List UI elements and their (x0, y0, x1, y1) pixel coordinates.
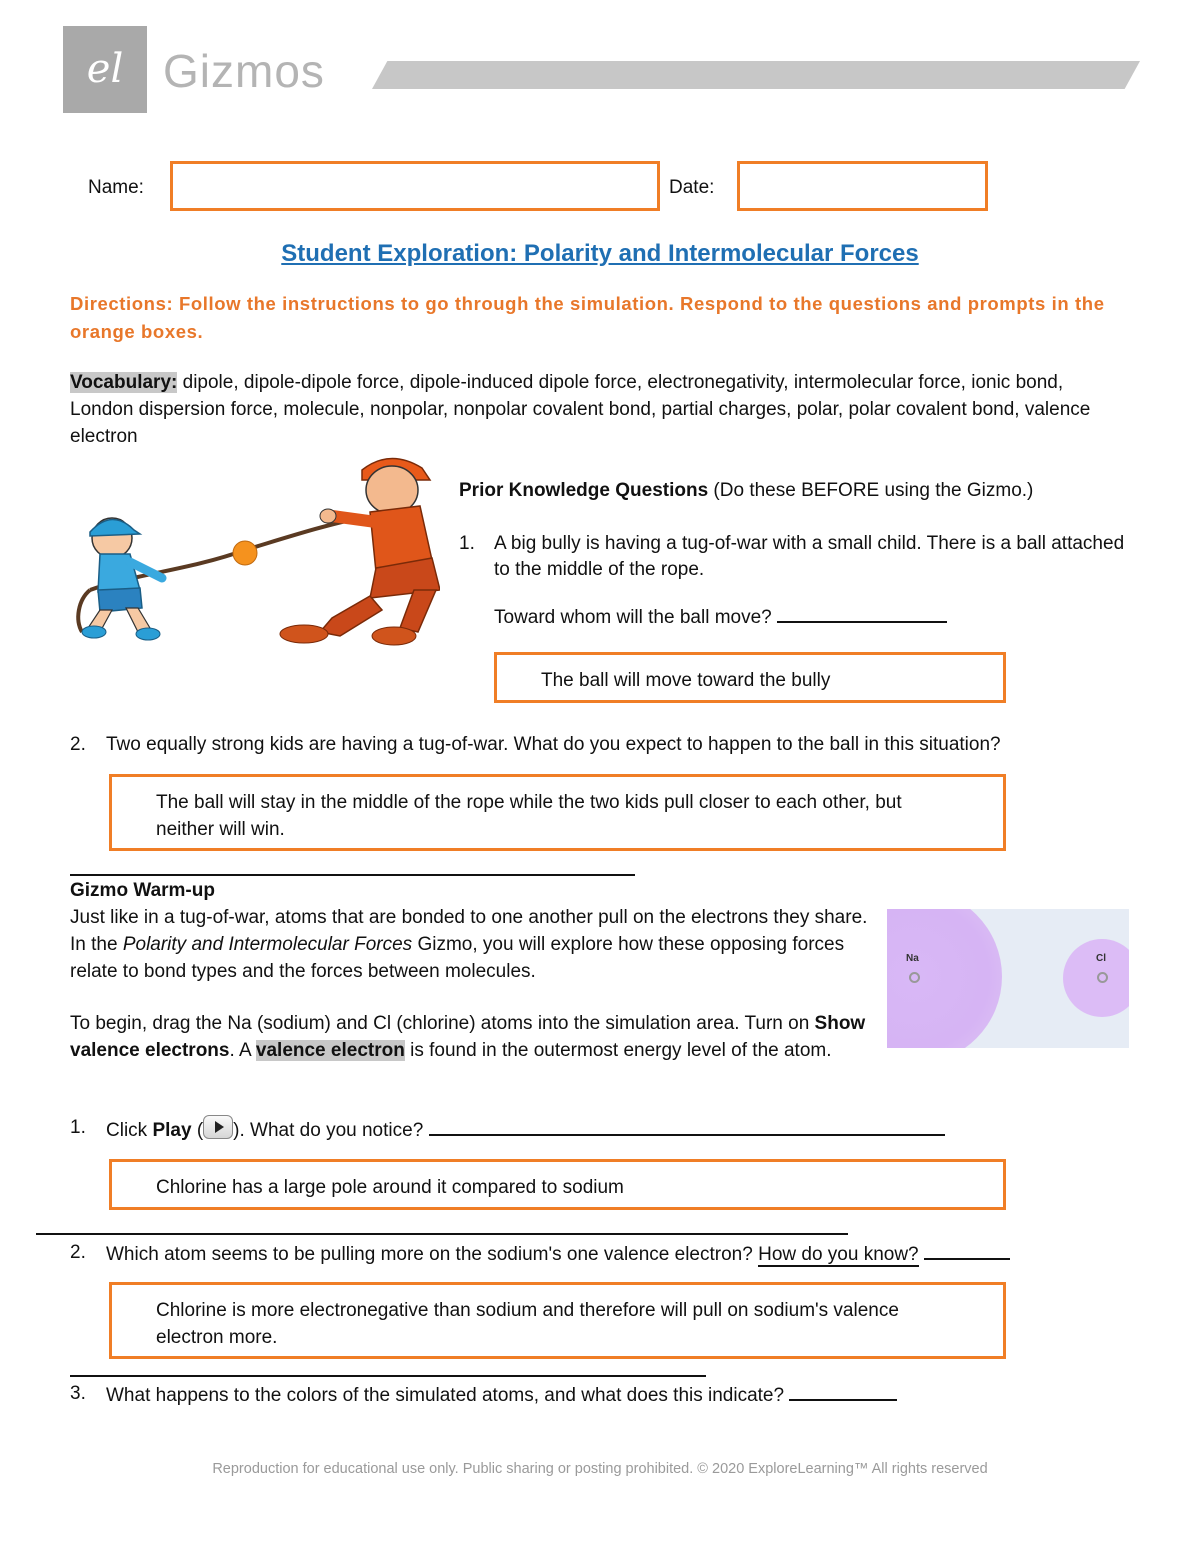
text: is found in the outermost energy level of the atom. (404, 1040, 832, 1061)
simulation-thumbnail (887, 909, 1129, 1048)
question-number: 2. (70, 1242, 86, 1263)
answer-blank (429, 1116, 945, 1136)
atom-label-na: Na (906, 953, 919, 964)
warmup-question-1 (70, 1115, 1000, 1144)
page-title: Student Exploration: Polarity and Intermolecular Forces (281, 240, 919, 267)
directions: Directions: Follow the instructions to go through the simulation. Respond to the questions and prompts in the orange boxes. (70, 293, 1105, 342)
text: How do you know? (758, 1244, 919, 1265)
text: . A (229, 1040, 256, 1061)
question-number: 3. (70, 1383, 86, 1404)
divider (36, 1233, 848, 1235)
prior-question-1 (459, 531, 1139, 583)
date-label: Date: (669, 177, 715, 198)
vocabulary-list: dipole, dipole-dipole force, dipole-induced dipole force, electronegativity, intermolecular force, ionic bond, London dispersion force, molecule, nonpolar, nonpolar covalent bond, partial charges, polar, polar covalent bond, valence electron (70, 372, 1091, 447)
answer-text: The ball will stay in the middle of the rope while the two kids pull closer to each other, but neither will win. (156, 792, 902, 840)
answer-blank (777, 603, 947, 623)
question-text: Two equally strong kids are having a tug-of-war. What do you expect to happen to the ball in this situation? (106, 734, 1001, 755)
prior-knowledge-heading (459, 478, 1139, 504)
text: To begin, drag the Na (sodium) and Cl (chlorine) atoms into the simulation area. Turn on (70, 1013, 815, 1034)
text: Just like in a tug-of-war, atoms that are bonded to one another pull on the electrons they share. In the (70, 907, 868, 955)
answer-blank (924, 1240, 1010, 1260)
question-number: 1. (70, 1117, 86, 1138)
warmup-answer-1-box[interactable] (109, 1159, 1006, 1210)
logo-mark-text: el (86, 46, 124, 92)
name-label: Name: (88, 177, 144, 198)
warmup-question-2 (70, 1240, 1140, 1268)
header-bar (372, 61, 1140, 89)
question-prompt: Toward whom will the ball move? (494, 607, 772, 628)
answer-text: Chlorine is more electronegative than sodium and therefore will pull on sodium's valence electron more. (156, 1300, 899, 1348)
answer-text: Chlorine has a large pole around it compared to sodium (156, 1177, 624, 1198)
prior-knowledge-title: Prior Knowledge Questions (459, 480, 709, 501)
show-valence-electrons-label: Show valence electrons (70, 1013, 866, 1061)
sodium-atom-cloud (887, 909, 1002, 1048)
warmup-paragraph-1 (70, 904, 870, 985)
question-text: A big bully is having a tug-of-war with a small child. There is a ball attached to the middle of the rope. (494, 533, 1125, 580)
name-field[interactable] (170, 161, 660, 211)
question-number: 1. (459, 533, 475, 554)
tug-of-war-illustration (70, 450, 440, 650)
play-label: Play (152, 1120, 192, 1141)
text: ). What do you notice? (233, 1120, 424, 1141)
text: What happens to the colors of the simulated atoms, and what does this indicate? (106, 1385, 785, 1406)
prior-question-1-prompt (494, 603, 1014, 631)
answer-text: The ball will move toward the bully (541, 670, 831, 691)
prior-question-2 (70, 732, 1140, 758)
warmup-question-3 (70, 1381, 1140, 1409)
date-field[interactable] (737, 161, 988, 211)
vocabulary-label: Vocabulary: (70, 372, 178, 393)
divider (70, 874, 635, 876)
text: Gizmo, you will explore how these opposing forces relate to bond types and the forces between molecules. (70, 934, 845, 982)
text: Which atom seems to be pulling more on the sodium's one valence electron? (106, 1244, 759, 1265)
warmup-paragraph-2 (70, 1010, 870, 1064)
logo-mark (63, 26, 147, 113)
vocab-highlight: valence electron (255, 1040, 405, 1061)
prior-knowledge-note: (Do these BEFORE using the Gizmo.) (708, 480, 1034, 501)
answer-blank (789, 1381, 897, 1401)
footer-copyright: Reproduction for educational use only. Public sharing or posting prohibited. © 2020 ExploreLearning™ All rights reserved (212, 1461, 988, 1477)
text: Click (106, 1120, 153, 1141)
question-number: 2. (70, 734, 86, 755)
warmup-answer-2-box[interactable] (109, 1282, 1006, 1359)
nucleus-icon (1097, 972, 1108, 983)
atom-label-cl: Cl (1096, 953, 1106, 964)
nucleus-icon (909, 972, 920, 983)
vocabulary (70, 369, 1130, 450)
warmup-heading: Gizmo Warm-up (70, 880, 215, 901)
prior-answer-1-box[interactable] (494, 652, 1006, 703)
text: ( (191, 1120, 204, 1141)
prior-answer-2-box[interactable] (109, 774, 1006, 851)
divider (70, 1375, 706, 1377)
logo-wordmark: Gizmos (163, 45, 325, 97)
chlorine-atom-cloud (1063, 939, 1129, 1017)
play-icon (203, 1115, 233, 1139)
gizmo-name: Polarity and Intermolecular Forces (122, 934, 413, 955)
